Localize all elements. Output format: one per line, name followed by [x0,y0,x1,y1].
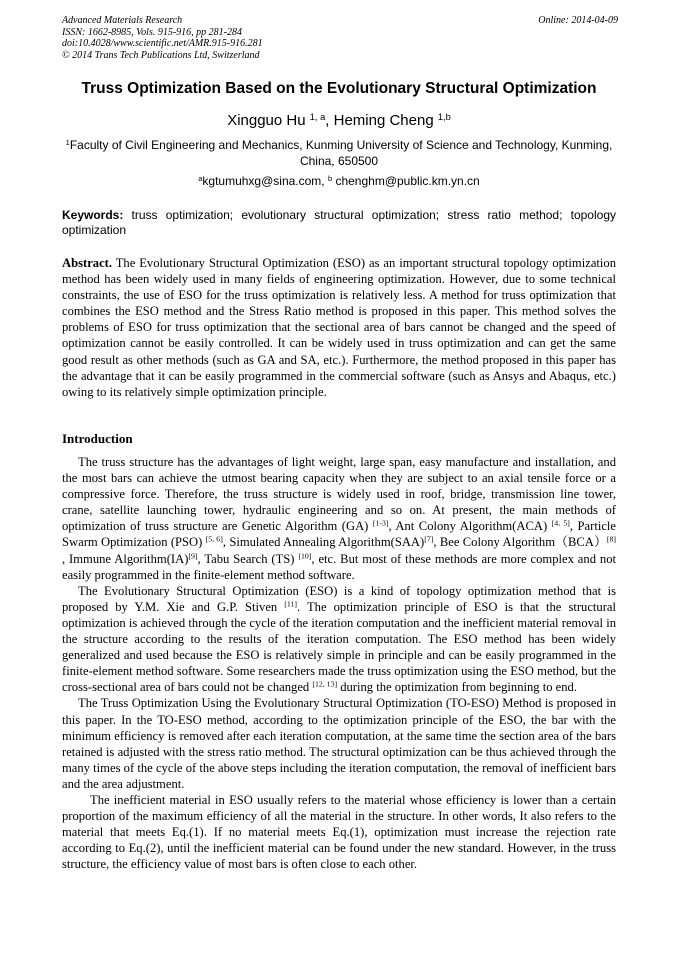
copyright-line: © 2014 Trans Tech Publications Ltd, Switzerland [62,49,260,61]
paper-title: Truss Optimization Based on the Evolutionary Structural Optimization [81,80,597,97]
citation: [4, 5] [551,519,570,529]
abstract-text: The Evolutionary Structural Optimization (ESO) as an important structural topology optimization method has been widely used in many fields of engineering optimization. However, due to some technical constraints, the use of ESO for the truss optimization is relatively less. A method for truss optimization that combines the ESO method and the Stress Ratio method is proposed in this paper. This method solves the problems of ESO for truss optimization that the sectional area of bars cannot be changed and the speed of optimization cannot be easily controlled. It can be widely used in truss optimization and can get the same good result as other methods (such as GA and SA, etc.). Furthermore, the method proposed in this paper has the advantage that it can be easily programmed in the commercial software (such as Ansys and Abaqus, etc.) owing to its relatively simple optimization principle. [62,256,616,399]
affiliation-superscript: 1 [65,137,70,147]
author-separator: , [325,112,334,129]
paragraph-text: during the optimization from beginning to end. [337,680,578,695]
keywords-label: Keywords: [62,208,124,222]
author-emails [60,174,618,188]
abstract [62,255,616,400]
doi-line: doi:10.4028/www.scientific.net/AMR.915-916.281 [62,38,263,50]
paragraph-text: , Immune Algorithm(IA) [62,551,189,566]
author-name: Heming Cheng [333,112,434,129]
paragraph-text: , etc. But most of these methods are more complex and not easily programmed in the finite-element method software. [62,551,616,582]
citation: [5, 6] [205,535,223,545]
email-link: chenghm@public.km.yn.cn [332,174,480,188]
citation: [11] [284,599,297,609]
paragraph-text: The truss structure has the advantages of light weight, large span, easy manufacture and installation, and the most bars can achieve the utmost bearing capacity when they are subject to an axial tensile force or a compressive force. Therefore, the truss structure is widely used in roof, bridge, transmission line tower, crane, satellite launching tower, hydraulic engineering and so on. At present, the main methods of optimization of truss structure are Genetic Algorithm (GA) [62,455,616,534]
paragraph-text: , Ant Colony Algorithm(ACA) [388,519,552,534]
paragraph [62,583,616,696]
keywords-text: truss optimization; evolutionary structural optimization; stress ratio method; topology optimization [62,208,616,237]
paragraph-text: , Tabu Search (TS) [197,551,299,566]
author-superscript: 1, a [309,111,326,122]
paragraph: The Truss Optimization Using the Evolutionary Structural Optimization (TO-ESO) Method is proposed in this paper. In the TO-ESO method, according to the optimization principle of the ESO, the bar with the minimum efficiency is removed after each iteration computation, at the same time the section area of the bars retained is adjusted with the stress ratio method. The structural optimization can be thus achieved through the many times of the cycle of the above steps including the iteration computation, the removal of inefficient bars and the area adjustment. [62,696,616,791]
citation: [10] [298,551,312,561]
author-line [30,112,648,129]
journal-header [62,15,618,61]
abstract-label: Abstract. [62,256,113,270]
citation: [7] [424,535,434,545]
paragraph [62,454,616,583]
journal-name: Advanced Materials Research [62,15,183,26]
affiliation-text: Faculty of Civil Engineering and Mechanics, Kunming University of Science and Technology, Kunming, China, 650500 [69,138,613,168]
citation: [1-3] [372,519,389,529]
keywords [62,208,616,238]
paragraph-text: , Bee Colony Algorithm（BCA） [433,535,607,550]
paragraph-text: , Simulated Annealing Algorithm(SAA) [222,535,425,550]
author-name: Xingguo Hu [227,112,306,129]
issn-line: ISSN: 1662-8985, Vols. 915-916, pp 281-284 [62,26,242,38]
online-date: Online: 2014-04-09 [538,15,618,26]
paragraph: The inefficient material in ESO usually refers to the material whose efficiency is lower than a certain proportion of the maximum efficiency of all the material in the structure. In other words, It also refers to the material that meets Eq.(1). If no material meets Eq.(1), optimization must increase the rejection rate according to Eq.(2), until the inefficient material can be found under the new standard. However, in the truss structure, the efficiency value of most bars is often close to each other. [62,792,616,872]
email-superscript: b [327,173,333,183]
email-superscript: a [198,173,203,183]
email-link: kgtumuhxg@sina.com, [202,174,328,188]
section-heading: Introduction [62,431,133,446]
citation: [8] [606,535,617,545]
paragraph-text: The Evolutionary Structural Optimization (ESO) is a kind of topology optimization method that is proposed by Y.M. Xie and G.P. Stiven [62,583,616,614]
author-superscript: 1,b [437,111,451,122]
affiliation [60,137,618,169]
paragraph-text: , Particle Swarm Optimization (PSO) [62,519,617,550]
citation: [12, 13] [312,680,338,690]
paragraph-text: . The optimization principle of ESO is that the structural optimization is achieved through the cycle of the iteration computation and the inefficient material removal in the structure according to the results of the iteration computation. The ESO method has been widely generalized and used because the ESO is relatively simple in principle and can be easily programmed in the finite-element method software. Some researchers made the truss optimization using the ESO method, but the cross-sectional area of bars could not be changed [62,599,617,695]
citation: [9] [188,551,198,561]
introduction-body [62,454,616,872]
